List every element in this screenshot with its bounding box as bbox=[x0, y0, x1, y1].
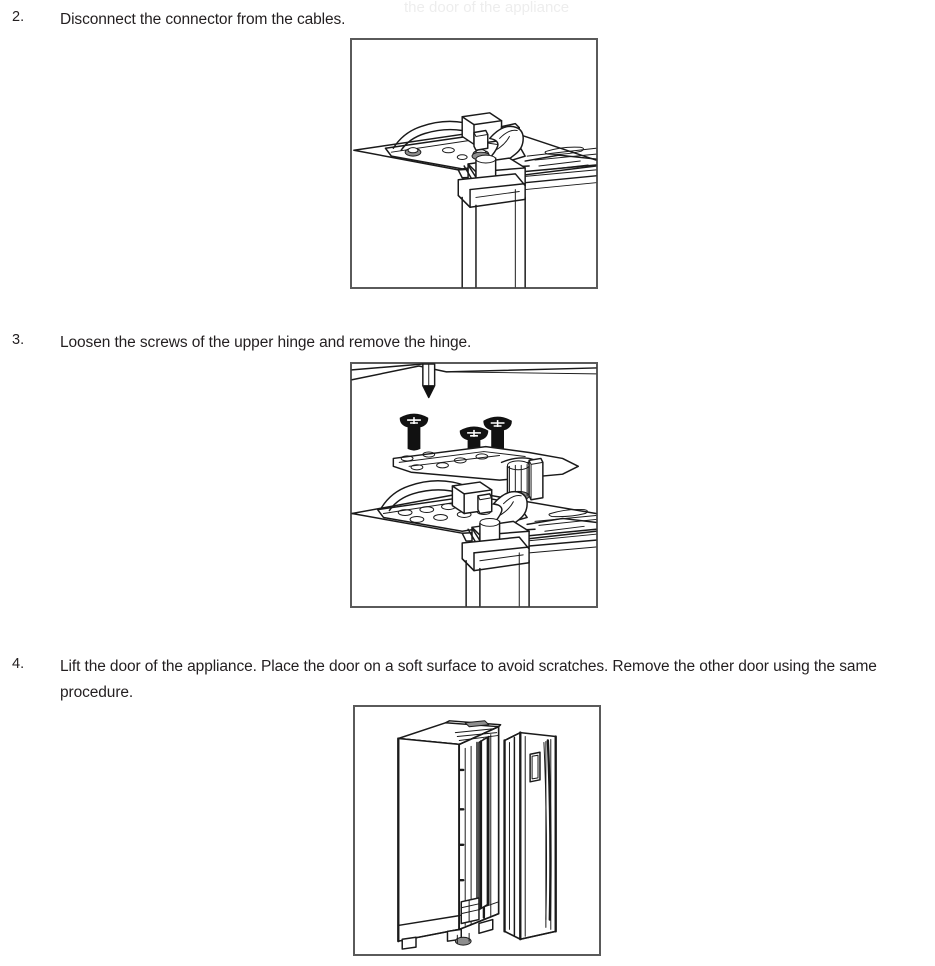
figure-door-removal-side-by-side bbox=[353, 705, 601, 956]
step-3-number: 3. bbox=[12, 332, 25, 348]
step-2-number: 2. bbox=[12, 9, 25, 25]
step-4-number: 4. bbox=[12, 656, 25, 672]
figure-upper-hinge-connector-detail bbox=[350, 38, 598, 289]
step-4-text: Lift the door of the appliance. Place the door on a soft surface to avoid scratches. Remove the other door using the same procedure. bbox=[60, 658, 877, 701]
step-2-text: Disconnect the connector from the cables. bbox=[60, 11, 346, 28]
top-cutoff-text: the door of the appliance bbox=[404, 0, 570, 16]
step-3-text: Loosen the screws of the upper hinge and remove the hinge. bbox=[60, 334, 472, 351]
figure-upper-hinge-screw-removal bbox=[350, 362, 598, 608]
